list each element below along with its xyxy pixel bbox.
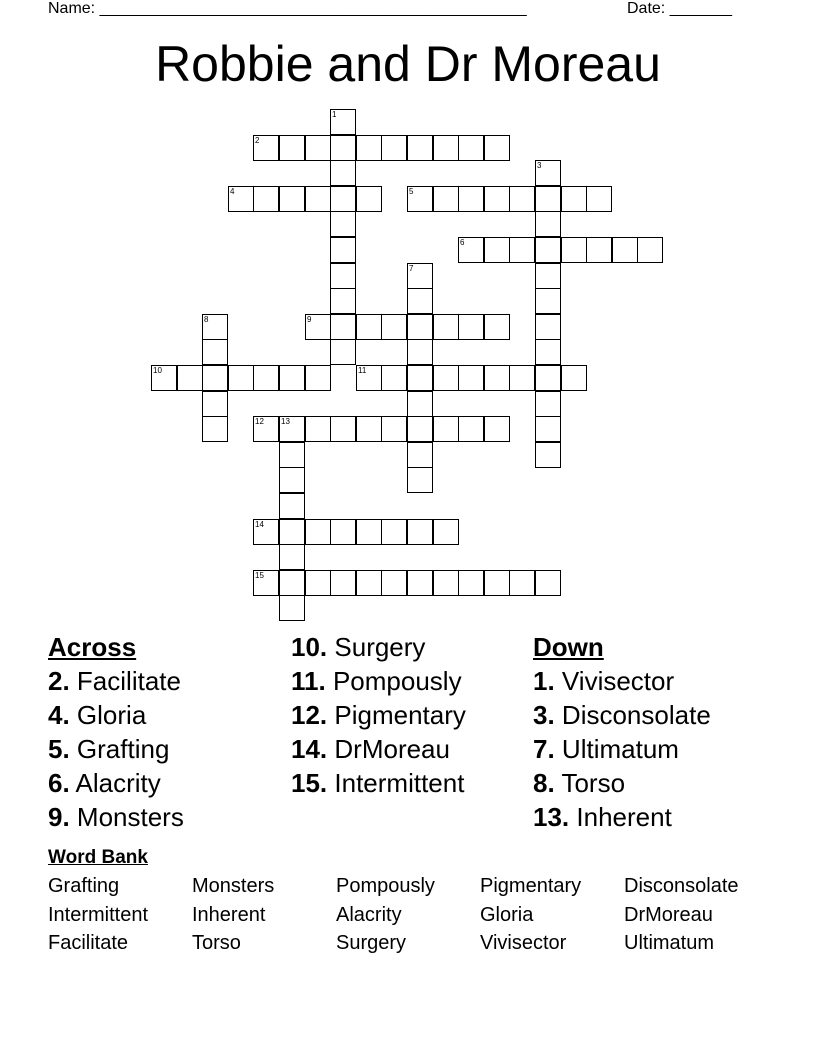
clue-text: Inherent xyxy=(576,802,672,832)
clue-across-14 xyxy=(291,732,466,766)
crossword-cell[interactable] xyxy=(356,365,382,391)
crossword-cell[interactable] xyxy=(253,519,279,545)
clue-number: 14. xyxy=(291,734,328,764)
clue-number: 8. xyxy=(533,768,555,798)
word-bank-item: Disconsolate xyxy=(624,875,739,897)
word-bank-item: DrMoreau xyxy=(624,904,713,926)
word-bank-item: Ultimatum xyxy=(624,932,715,954)
clue-text: Gloria xyxy=(76,700,147,730)
clue-across-4 xyxy=(48,698,184,732)
crossword-cell[interactable] xyxy=(330,519,356,545)
crossword-cell[interactable] xyxy=(305,314,331,340)
crossword-cell[interactable] xyxy=(535,442,561,468)
crossword-cell[interactable] xyxy=(330,570,356,596)
crossword-cell[interactable] xyxy=(330,263,356,289)
down-heading: Down xyxy=(533,632,604,662)
cell-number: 12 xyxy=(255,417,264,426)
clue-number: 15. xyxy=(291,768,328,798)
crossword-cell[interactable] xyxy=(279,519,305,545)
cell-number: 5 xyxy=(409,187,414,196)
crossword-cell[interactable] xyxy=(407,288,433,314)
cell-number: 15 xyxy=(255,571,264,580)
clue-text: DrMoreau xyxy=(334,734,450,764)
crossword-cell[interactable] xyxy=(253,186,279,212)
crossword-cell[interactable] xyxy=(561,186,587,212)
crossword-cell[interactable] xyxy=(535,237,561,263)
crossword-cell[interactable] xyxy=(433,416,459,442)
crossword-cell[interactable] xyxy=(407,467,433,493)
crossword-cell[interactable] xyxy=(535,416,561,442)
crossword-cell[interactable] xyxy=(228,186,254,212)
crossword-cell[interactable] xyxy=(330,416,356,442)
crossword-cell[interactable] xyxy=(561,237,587,263)
clue-text: Grafting xyxy=(76,734,170,764)
word-bank-item: Vivisector xyxy=(480,932,567,954)
crossword-cell[interactable] xyxy=(381,519,407,545)
clue-down-8 xyxy=(533,766,711,800)
crossword-cell[interactable] xyxy=(381,570,407,596)
crossword-cell[interactable] xyxy=(279,416,305,442)
clue-number: 1. xyxy=(533,666,555,696)
clue-number: 9. xyxy=(48,802,70,832)
crossword-cell[interactable] xyxy=(535,391,561,417)
crossword-cell[interactable] xyxy=(330,186,356,212)
crossword-cell[interactable] xyxy=(484,570,510,596)
crossword-cell[interactable] xyxy=(637,237,663,263)
clue-text: Torso xyxy=(561,768,626,798)
crossword-cell[interactable] xyxy=(279,186,305,212)
crossword-cell[interactable] xyxy=(458,135,484,161)
crossword-cell[interactable] xyxy=(279,493,305,519)
cell-number: 6 xyxy=(460,238,465,247)
crossword-cell[interactable] xyxy=(535,288,561,314)
clue-number: 7. xyxy=(533,734,555,764)
crossword-cell[interactable] xyxy=(330,314,356,340)
clue-across-9 xyxy=(48,800,184,834)
crossword-cell[interactable] xyxy=(535,186,561,212)
crossword-cell[interactable] xyxy=(458,186,484,212)
crossword-cell[interactable] xyxy=(330,109,356,135)
crossword-cell[interactable] xyxy=(509,570,535,596)
clue-down-13 xyxy=(533,800,711,834)
clue-number: 13. xyxy=(533,802,570,832)
crossword-cell[interactable] xyxy=(202,314,228,340)
clue-down-1 xyxy=(533,664,711,698)
crossword-cell[interactable] xyxy=(253,365,279,391)
crossword-cell[interactable] xyxy=(509,237,535,263)
crossword-cell[interactable] xyxy=(535,211,561,237)
crossword-cell[interactable] xyxy=(279,365,305,391)
clue-text: Facilitate xyxy=(76,666,181,696)
crossword-cell[interactable] xyxy=(407,314,433,340)
crossword-cell[interactable] xyxy=(202,365,228,391)
clue-number: 5. xyxy=(48,734,70,764)
clue-text: Alacrity xyxy=(75,768,161,798)
crossword-cell[interactable] xyxy=(330,288,356,314)
crossword-cell[interactable] xyxy=(305,365,331,391)
crossword-cell[interactable] xyxy=(305,416,331,442)
crossword-cell[interactable] xyxy=(356,519,382,545)
crossword-cell[interactable] xyxy=(433,519,459,545)
crossword-cell[interactable] xyxy=(458,237,484,263)
across-clues-column xyxy=(48,630,184,834)
crossword-cell[interactable] xyxy=(305,135,331,161)
crossword-cell[interactable] xyxy=(407,263,433,289)
crossword-cell[interactable] xyxy=(330,211,356,237)
clue-across-15 xyxy=(291,766,466,800)
clue-text: Pigmentary xyxy=(334,700,466,730)
crossword-cell[interactable] xyxy=(535,314,561,340)
clue-across-2 xyxy=(48,664,184,698)
clue-number: 3. xyxy=(533,700,555,730)
cell-number: 11 xyxy=(358,366,367,375)
clue-across-10 xyxy=(291,630,466,664)
crossword-cell[interactable] xyxy=(253,135,279,161)
crossword-cell[interactable] xyxy=(330,160,356,186)
crossword-cell[interactable] xyxy=(356,135,382,161)
crossword-cell[interactable] xyxy=(484,314,510,340)
clue-text: Ultimatum xyxy=(561,734,679,764)
clue-text: Disconsolate xyxy=(561,700,711,730)
crossword-cell[interactable] xyxy=(407,391,433,417)
crossword-cell[interactable] xyxy=(279,570,305,596)
cell-number: 7 xyxy=(409,264,414,273)
clue-across-6 xyxy=(48,766,184,800)
crossword-cell[interactable] xyxy=(330,135,356,161)
word-bank-item: Monsters xyxy=(192,875,275,897)
crossword-cell[interactable] xyxy=(330,339,356,365)
crossword-cell[interactable] xyxy=(535,365,561,391)
crossword-cell[interactable] xyxy=(407,135,433,161)
crossword-cell[interactable] xyxy=(356,186,382,212)
clue-across-11 xyxy=(291,664,466,698)
crossword-cell[interactable] xyxy=(356,314,382,340)
crossword-cell[interactable] xyxy=(356,416,382,442)
cell-number: 14 xyxy=(255,520,264,529)
crossword-cell[interactable] xyxy=(484,365,510,391)
word-bank-item: Grafting xyxy=(48,875,120,897)
clue-text: Pompously xyxy=(332,666,462,696)
crossword-cell[interactable] xyxy=(586,186,612,212)
across-clues-column-2 xyxy=(291,630,466,800)
crossword-cell[interactable] xyxy=(484,237,510,263)
clue-text: Vivisector xyxy=(561,666,675,696)
clue-text: Intermittent xyxy=(334,768,465,798)
word-bank-item: Facilitate xyxy=(48,932,129,954)
crossword-cell[interactable] xyxy=(535,570,561,596)
crossword-cell[interactable] xyxy=(151,365,177,391)
word-bank-item: Inherent xyxy=(192,904,266,926)
crossword-cell[interactable] xyxy=(433,186,459,212)
word-bank-item: Torso xyxy=(192,932,241,954)
cell-number: 1 xyxy=(332,110,337,119)
crossword-cell[interactable] xyxy=(612,237,638,263)
crossword-cell[interactable] xyxy=(433,314,459,340)
word-bank-item: Intermittent xyxy=(48,904,149,926)
clue-number: 12. xyxy=(291,700,328,730)
cell-number: 10 xyxy=(153,366,162,375)
crossword-cell[interactable] xyxy=(407,416,433,442)
word-bank-item: Pigmentary xyxy=(480,875,582,897)
cell-number: 3 xyxy=(537,161,542,170)
crossword-cell[interactable] xyxy=(407,339,433,365)
crossword-cell[interactable] xyxy=(202,339,228,365)
across-heading: Across xyxy=(48,632,137,662)
crossword-cell[interactable] xyxy=(586,237,612,263)
crossword-cell[interactable] xyxy=(381,314,407,340)
clue-number: 6. xyxy=(48,768,70,798)
crossword-cell[interactable] xyxy=(407,519,433,545)
crossword-cell[interactable] xyxy=(433,570,459,596)
clue-number: 10. xyxy=(291,632,328,662)
crossword-cell[interactable] xyxy=(305,570,331,596)
crossword-cell[interactable] xyxy=(381,365,407,391)
crossword-cell[interactable] xyxy=(253,570,279,596)
date-field-label: Date: _______ xyxy=(627,0,732,17)
crossword-cell[interactable] xyxy=(381,135,407,161)
clue-number: 11. xyxy=(291,666,326,696)
crossword-cell[interactable] xyxy=(458,570,484,596)
crossword-cell[interactable] xyxy=(279,544,305,570)
cell-number: 9 xyxy=(307,315,312,324)
clue-text: Monsters xyxy=(76,802,184,832)
crossword-cell[interactable] xyxy=(177,365,203,391)
crossword-cell[interactable] xyxy=(458,314,484,340)
crossword-cell[interactable] xyxy=(279,595,305,621)
crossword-cell[interactable] xyxy=(561,365,587,391)
crossword-cell[interactable] xyxy=(305,519,331,545)
clue-text: Surgery xyxy=(334,632,426,662)
crossword-cell[interactable] xyxy=(407,570,433,596)
clue-across-12 xyxy=(291,698,466,732)
crossword-cell[interactable] xyxy=(484,416,510,442)
word-bank-item: Alacrity xyxy=(336,904,402,926)
crossword-cell[interactable] xyxy=(484,135,510,161)
crossword-cell[interactable] xyxy=(407,442,433,468)
crossword-cell[interactable] xyxy=(484,186,510,212)
crossword-cell[interactable] xyxy=(279,442,305,468)
down-clues-column xyxy=(533,630,711,834)
cell-number: 4 xyxy=(230,187,235,196)
clue-number: 4. xyxy=(48,700,70,730)
crossword-cell[interactable] xyxy=(279,467,305,493)
clue-number: 2. xyxy=(48,666,70,696)
crossword-cell[interactable] xyxy=(253,416,279,442)
clue-down-7 xyxy=(533,732,711,766)
word-bank-title: Word Bank xyxy=(48,847,148,868)
crossword-cell[interactable] xyxy=(535,160,561,186)
crossword-cell[interactable] xyxy=(279,135,305,161)
word-bank-item: Gloria xyxy=(480,904,534,926)
crossword-cell[interactable] xyxy=(458,416,484,442)
crossword-cell[interactable] xyxy=(407,365,433,391)
word-bank-item: Surgery xyxy=(336,932,407,954)
crossword-cell[interactable] xyxy=(433,135,459,161)
crossword-cell[interactable] xyxy=(407,186,433,212)
crossword-cell[interactable] xyxy=(330,237,356,263)
crossword-cell[interactable] xyxy=(458,365,484,391)
crossword-cell[interactable] xyxy=(509,365,535,391)
crossword-cell[interactable] xyxy=(433,365,459,391)
crossword-cell[interactable] xyxy=(305,186,331,212)
crossword-cell[interactable] xyxy=(509,186,535,212)
cell-number: 2 xyxy=(255,136,260,145)
puzzle-title: Robbie and Dr Moreau xyxy=(155,36,661,92)
word-bank-item: Pompously xyxy=(336,875,435,897)
crossword-cell[interactable] xyxy=(535,263,561,289)
crossword-cell[interactable] xyxy=(535,339,561,365)
crossword-cell[interactable] xyxy=(381,416,407,442)
crossword-cell[interactable] xyxy=(202,416,228,442)
crossword-cell[interactable] xyxy=(228,365,254,391)
crossword-cell[interactable] xyxy=(202,391,228,417)
crossword-cell[interactable] xyxy=(356,570,382,596)
name-field-label: Name: ________________________________________________ xyxy=(48,0,527,17)
clue-across-5 xyxy=(48,732,184,766)
cell-number: 8 xyxy=(204,315,209,324)
cell-number: 13 xyxy=(281,417,290,426)
clue-down-3 xyxy=(533,698,711,732)
